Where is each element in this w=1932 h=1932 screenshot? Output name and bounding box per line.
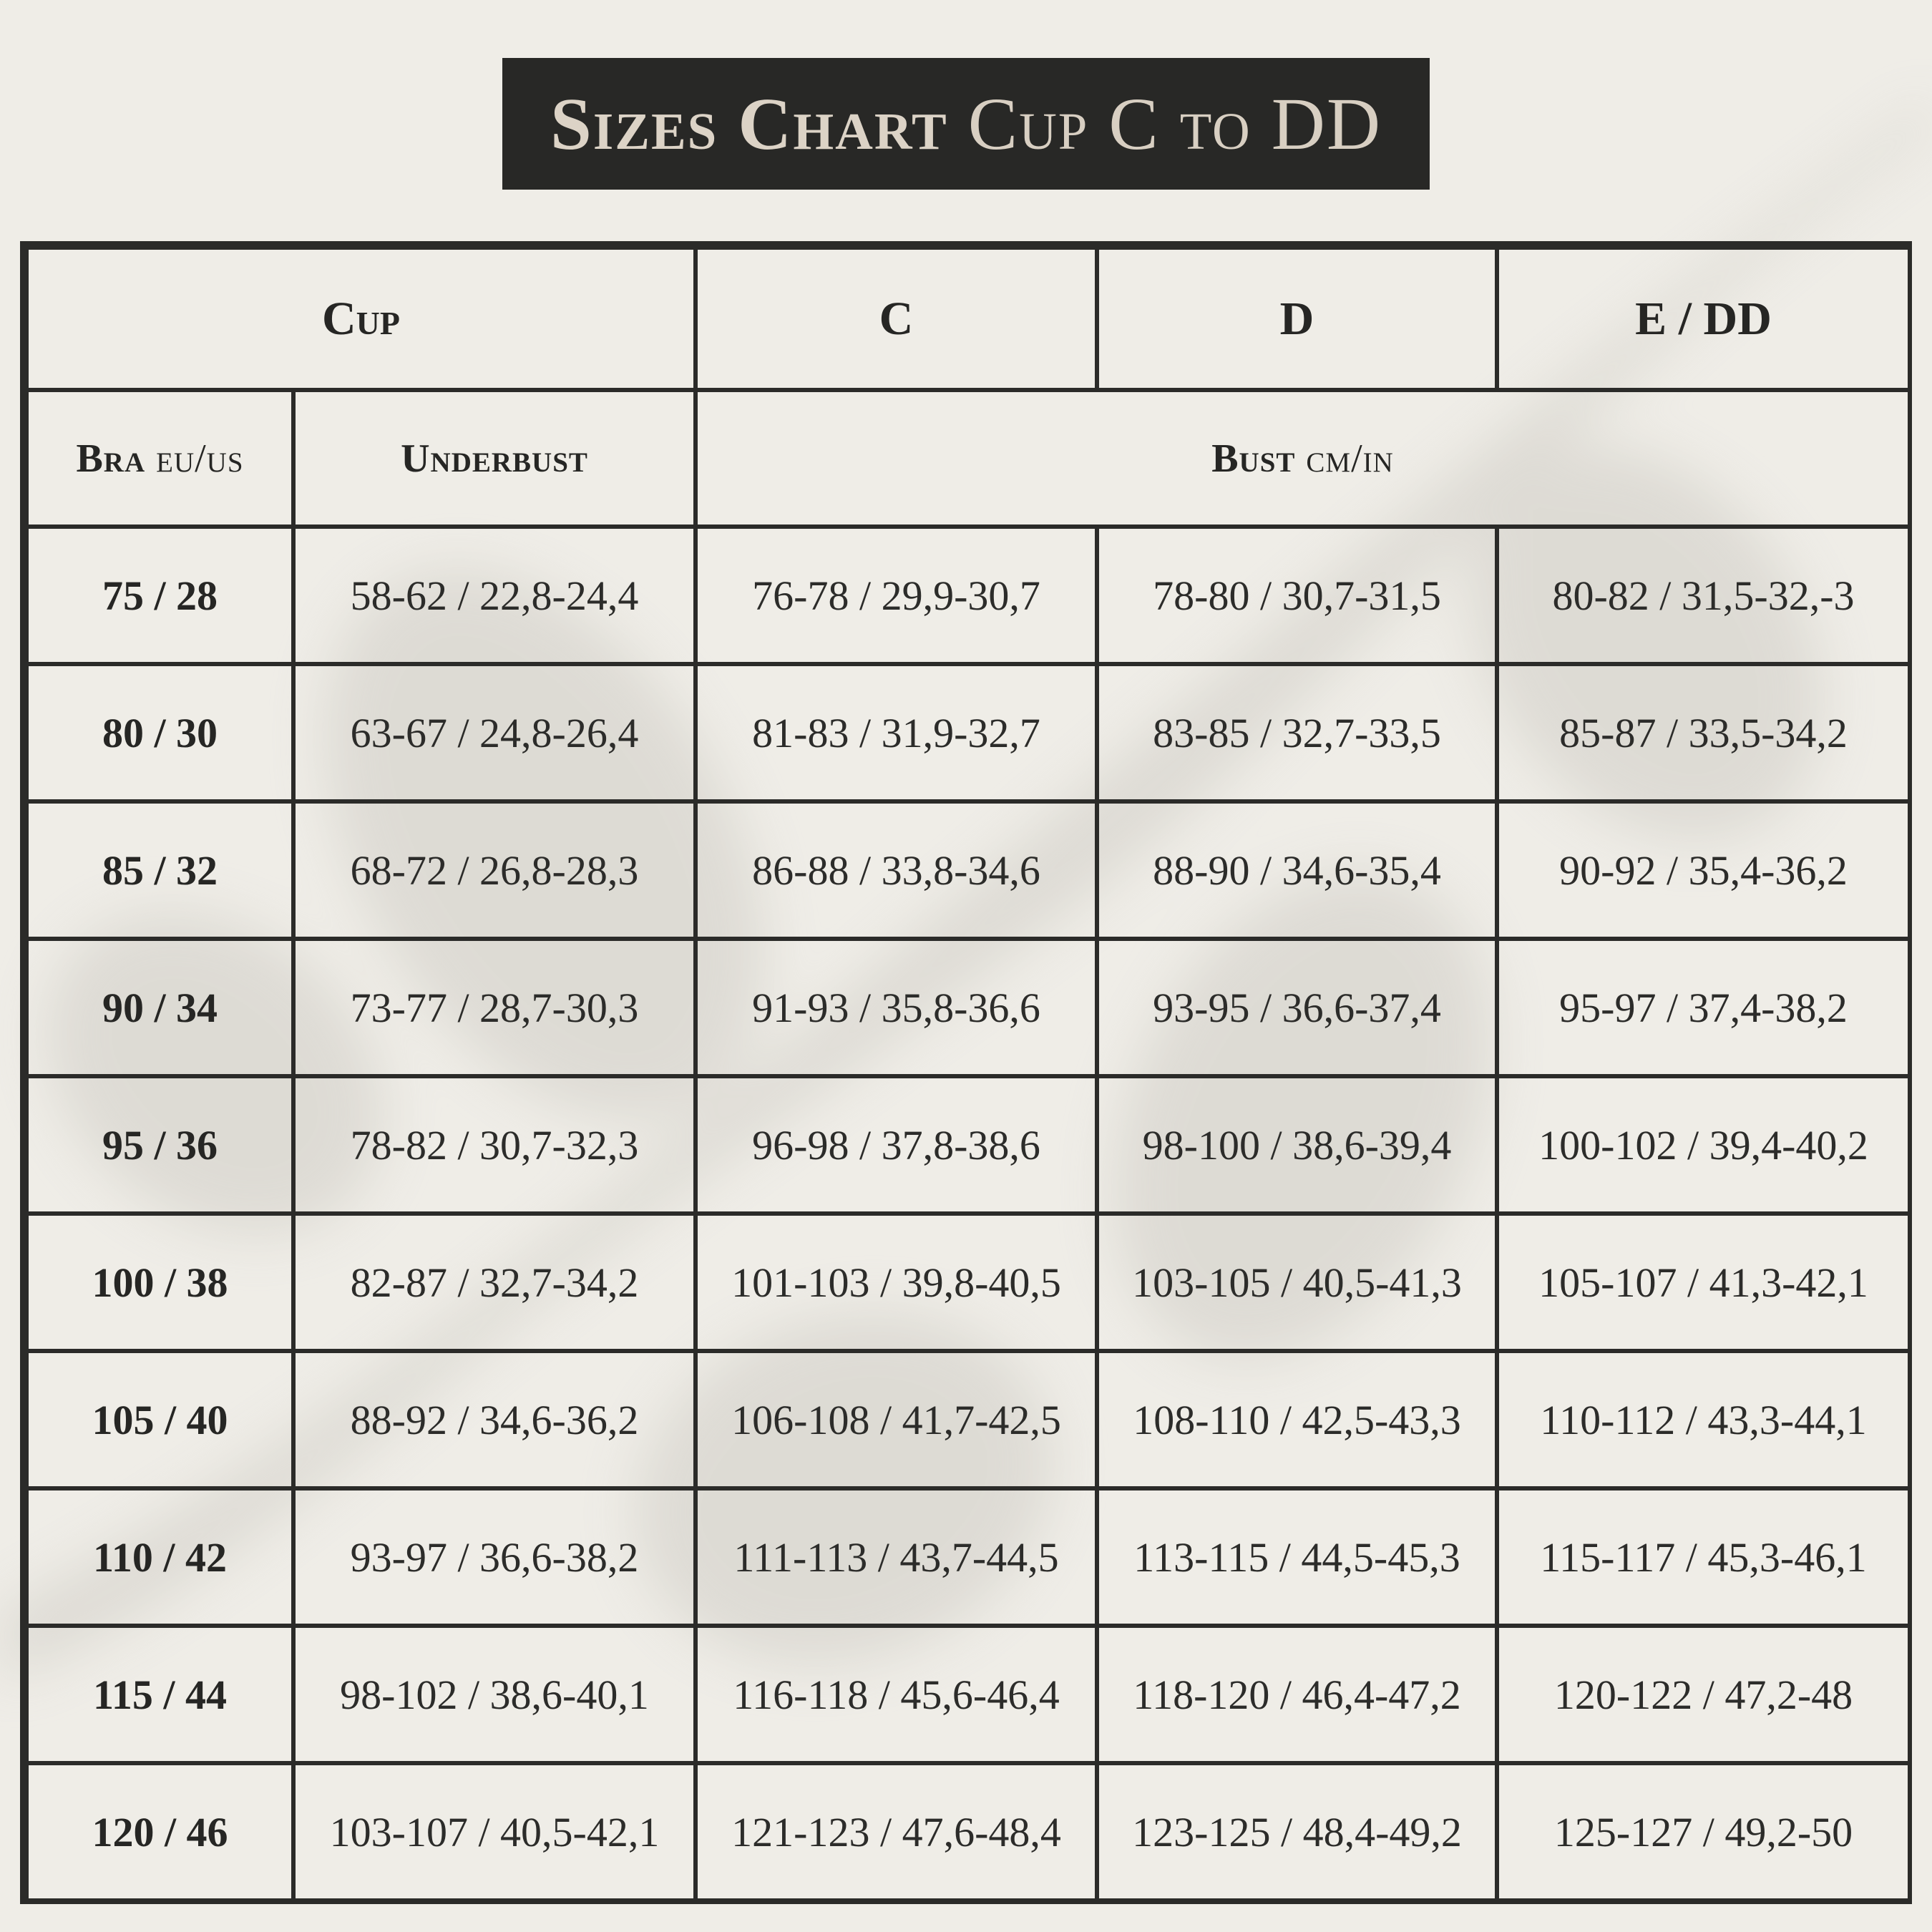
bra-size-cell: 120 / 46 (26, 1763, 293, 1901)
cup-e-dd-bust-cell: 120-122 / 47,2-48 (1497, 1626, 1910, 1763)
bra-size-header (26, 390, 293, 527)
bra-size-cell: 115 / 44 (26, 1626, 293, 1763)
underbust-cell: 82-87 / 32,7-34,2 (293, 1214, 696, 1351)
size-table (24, 245, 1912, 1903)
bra-unit-label: eu/us (156, 436, 244, 481)
cup-c-bust-cell: 96-98 / 37,8-38,6 (696, 1076, 1097, 1214)
bra-size-cell: 75 / 28 (26, 527, 293, 664)
cup-d-bust-cell: 98-100 / 38,6-39,4 (1097, 1076, 1497, 1214)
cup-e-dd-bust-cell: 100-102 / 39,4-40,2 (1497, 1076, 1910, 1214)
bust-unit-label: cm/in (1306, 436, 1394, 481)
bra-size-cell: 85 / 32 (26, 801, 293, 939)
underbust-cell: 93-97 / 36,6-38,2 (293, 1488, 696, 1626)
cup-c-bust-cell: 91-93 / 35,8-36,6 (696, 939, 1097, 1076)
title-light-part: Cup C to DD (967, 82, 1382, 165)
cup-c-bust-cell: 101-103 / 39,8-40,5 (696, 1214, 1097, 1351)
cup-c-bust-cell: 81-83 / 31,9-32,7 (696, 664, 1097, 801)
underbust-cell: 78-82 / 30,7-32,3 (293, 1076, 696, 1214)
underbust-cell: 73-77 / 28,7-30,3 (293, 939, 696, 1076)
table-row (26, 1076, 1910, 1214)
title-bold-part: Sizes Chart (550, 82, 948, 165)
cup-d-bust-cell: 83-85 / 32,7-33,5 (1097, 664, 1497, 801)
measurement-header-row (26, 390, 1910, 527)
cup-header-label: Cup (26, 248, 696, 390)
cup-c-bust-cell: 121-123 / 47,6-48,4 (696, 1763, 1097, 1901)
bra-size-cell: 100 / 38 (26, 1214, 293, 1351)
cup-c-bust-cell: 106-108 / 41,7-42,5 (696, 1351, 1097, 1488)
size-rows (26, 527, 1910, 1901)
table-row (26, 939, 1910, 1076)
bra-size-cell: 90 / 34 (26, 939, 293, 1076)
cup-d-bust-cell: 88-90 / 34,6-35,4 (1097, 801, 1497, 939)
cup-e-dd-bust-cell: 90-92 / 35,4-36,2 (1497, 801, 1910, 939)
table-row (26, 664, 1910, 801)
bra-size-cell: 105 / 40 (26, 1351, 293, 1488)
bra-label: Bra (76, 436, 146, 481)
cup-c-bust-cell: 111-113 / 43,7-44,5 (696, 1488, 1097, 1626)
table-row (26, 1214, 1910, 1351)
underbust-cell: 103-107 / 40,5-42,1 (293, 1763, 696, 1901)
bra-size-cell: 80 / 30 (26, 664, 293, 801)
cup-e-dd-header: E / DD (1497, 248, 1910, 390)
cup-d-bust-cell: 108-110 / 42,5-43,3 (1097, 1351, 1497, 1488)
cup-d-bust-cell: 113-115 / 44,5-45,3 (1097, 1488, 1497, 1626)
underbust-cell: 58-62 / 22,8-24,4 (293, 527, 696, 664)
table-row (26, 801, 1910, 939)
cup-d-bust-cell: 93-95 / 36,6-37,4 (1097, 939, 1497, 1076)
cup-c-bust-cell: 116-118 / 45,6-46,4 (696, 1626, 1097, 1763)
cup-d-bust-cell: 78-80 / 30,7-31,5 (1097, 527, 1497, 664)
table-row (26, 527, 1910, 664)
bust-label: Bust (1211, 436, 1296, 481)
cup-d-bust-cell: 123-125 / 48,4-49,2 (1097, 1763, 1497, 1901)
underbust-cell: 98-102 / 38,6-40,1 (293, 1626, 696, 1763)
underbust-header: Underbust (293, 390, 696, 527)
cup-e-dd-bust-cell: 110-112 / 43,3-44,1 (1497, 1351, 1910, 1488)
table-row (26, 1626, 1910, 1763)
cup-d-bust-cell: 118-120 / 46,4-47,2 (1097, 1626, 1497, 1763)
cup-d-bust-cell: 103-105 / 40,5-41,3 (1097, 1214, 1497, 1351)
bra-size-cell: 95 / 36 (26, 1076, 293, 1214)
cup-c-header: C (696, 248, 1097, 390)
table-row (26, 1351, 1910, 1488)
table-row (26, 1488, 1910, 1626)
underbust-cell: 88-92 / 34,6-36,2 (293, 1351, 696, 1488)
cup-e-dd-bust-cell: 85-87 / 33,5-34,2 (1497, 664, 1910, 801)
bra-size-cell: 110 / 42 (26, 1488, 293, 1626)
cup-c-bust-cell: 76-78 / 29,9-30,7 (696, 527, 1097, 664)
page-title (550, 82, 1382, 167)
bust-header (696, 390, 1910, 527)
cup-d-header: D (1097, 248, 1497, 390)
title-banner (502, 58, 1430, 190)
cup-e-dd-bust-cell: 80-82 / 31,5-32,-3 (1497, 527, 1910, 664)
cup-e-dd-bust-cell: 105-107 / 41,3-42,1 (1497, 1214, 1910, 1351)
cup-e-dd-bust-cell: 125-127 / 49,2-50 (1497, 1763, 1910, 1901)
cup-e-dd-bust-cell: 95-97 / 37,4-38,2 (1497, 939, 1910, 1076)
cup-header-row (26, 248, 1910, 390)
table-row (26, 1763, 1910, 1901)
underbust-cell: 63-67 / 24,8-26,4 (293, 664, 696, 801)
size-chart-table (20, 241, 1912, 1904)
cup-c-bust-cell: 86-88 / 33,8-34,6 (696, 801, 1097, 939)
underbust-cell: 68-72 / 26,8-28,3 (293, 801, 696, 939)
cup-e-dd-bust-cell: 115-117 / 45,3-46,1 (1497, 1488, 1910, 1626)
